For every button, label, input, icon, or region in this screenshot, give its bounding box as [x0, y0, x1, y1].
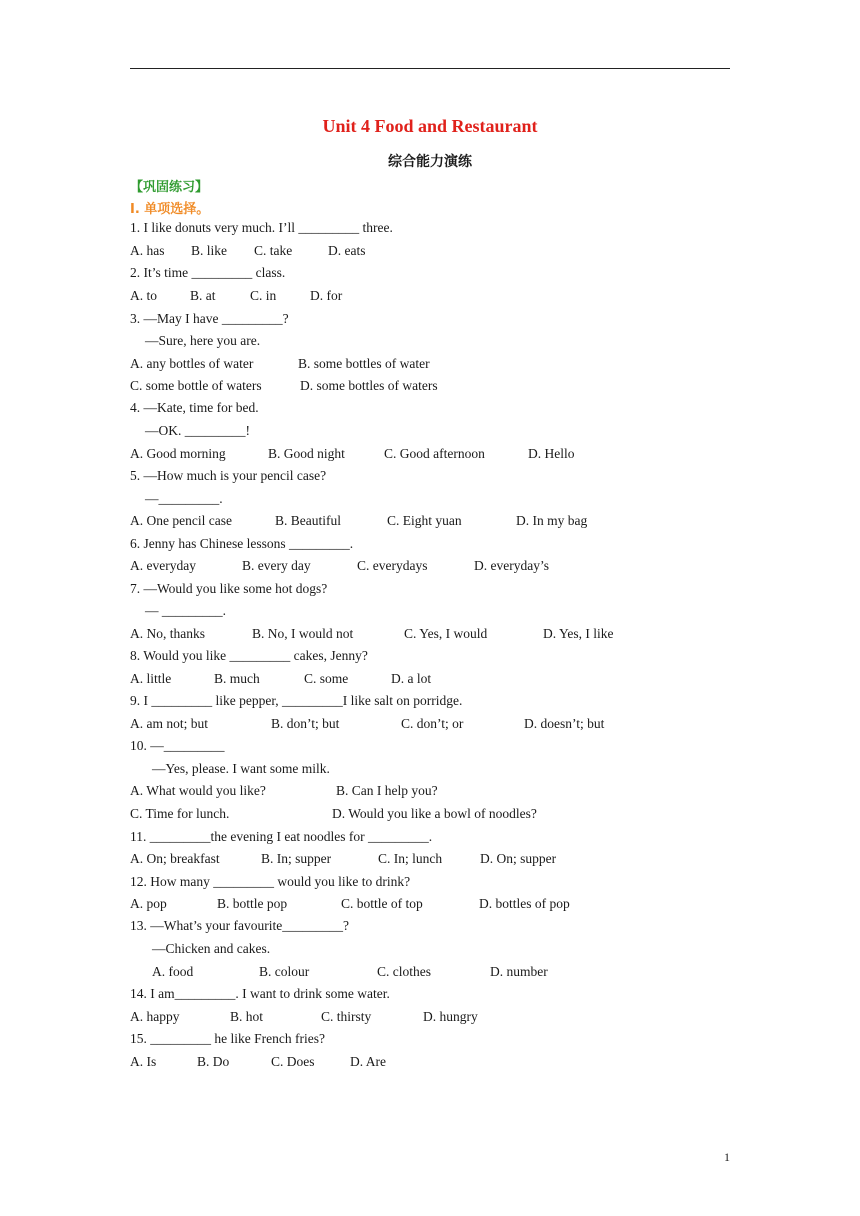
option-a: A. Is [130, 1054, 157, 1069]
page-number: 1 [724, 1150, 730, 1164]
option-d: D. Would you like a bowl of noodles? [332, 806, 537, 821]
option-b: B. every day [242, 558, 311, 573]
option-b: B. like [191, 243, 227, 258]
option-c: C. Does [271, 1054, 315, 1069]
option-d: D. On; supper [480, 851, 557, 866]
option-d: D. for [310, 288, 343, 303]
option-d: D. number [490, 964, 548, 979]
option-b: B. Good night [268, 446, 345, 461]
option-c: C. Time for lunch. [130, 806, 230, 821]
option-d: D. eats [328, 243, 366, 258]
option-a: A. No, thanks [130, 626, 205, 641]
header-rule [130, 68, 730, 69]
question-5-reply: —_________. [145, 491, 223, 506]
option-c: C. thirsty [321, 1009, 372, 1024]
option-b: B. In; supper [261, 851, 332, 866]
option-a: A. pop [130, 896, 167, 911]
question-1: 1. I like donuts very much. I’ll _________ three. [130, 220, 393, 235]
option-c: C. Yes, I would [404, 626, 488, 641]
option-d: D. Yes, I like [543, 626, 614, 641]
option-d: D. bottles of pop [479, 896, 570, 911]
option-a: A. On; breakfast [130, 851, 220, 866]
option-c: C. don’t; or [401, 716, 464, 731]
option-a: A. food [152, 964, 194, 979]
option-a: A. One pencil case [130, 513, 232, 528]
option-c: C. Eight yuan [387, 513, 462, 528]
option-c: C. Good afternoon [384, 446, 485, 461]
question-8: 8. Would you like _________ cakes, Jenny? [130, 648, 368, 663]
option-d: D. Hello [528, 446, 575, 461]
question-4: 4. —Kate, time for bed. [130, 400, 259, 415]
option-d: D. everyday’s [474, 558, 549, 573]
option-d: D. doesn’t; but [524, 716, 605, 731]
question-5: 5. —How much is your pencil case? [130, 468, 327, 483]
option-a: A. everyday [130, 558, 196, 573]
option-d: D. Are [350, 1054, 386, 1069]
option-c: C. everydays [357, 558, 428, 573]
option-a: A. Good morning [130, 446, 226, 461]
question-10-reply: —Yes, please. I want some milk. [152, 761, 330, 776]
option-b: B. colour [259, 964, 310, 979]
question-7-reply: — _________. [145, 603, 226, 618]
part-heading: I. 单项选择。 [130, 202, 210, 217]
option-d: D. some bottles of waters [300, 378, 438, 393]
question-12: 12. How many _________ would you like to drink? [130, 874, 411, 889]
question-3: 3. —May I have _________? [130, 311, 289, 326]
question-15: 15. _________ he like French fries? [130, 1031, 325, 1046]
question-13-reply: —Chicken and cakes. [152, 941, 271, 956]
question-4-reply: —OK. _________! [145, 423, 250, 438]
question-7: 7. —Would you like some hot dogs? [130, 581, 328, 596]
option-a: A. What would you like? [130, 783, 266, 798]
question-3-reply: —Sure, here you are. [145, 333, 261, 348]
option-c: C. bottle of top [341, 896, 423, 911]
option-b: B. Can I help you? [336, 783, 438, 798]
option-a: A. am not; but [130, 716, 208, 731]
page-title: Unit 4 Food and Restaurant [322, 116, 538, 136]
option-a: A. happy [130, 1009, 180, 1024]
option-c: C. In; lunch [378, 851, 443, 866]
page-subtitle: 综合能力演练 [388, 154, 472, 170]
option-c: C. some bottle of waters [130, 378, 262, 393]
option-b: B. bottle pop [217, 896, 288, 911]
option-d: D. In my bag [516, 513, 588, 528]
option-b: B. some bottles of water [298, 356, 430, 371]
option-b: B. at [190, 288, 216, 303]
option-d: D. hungry [423, 1009, 478, 1024]
option-a: A. has [130, 243, 165, 258]
option-b: B. Do [197, 1054, 230, 1069]
option-b: B. hot [230, 1009, 264, 1024]
option-a: A. to [130, 288, 157, 303]
option-c: C. some [304, 671, 349, 686]
question-9: 9. I _________ like pepper, _________I like salt on porridge. [130, 693, 463, 708]
option-c: C. take [254, 243, 293, 258]
option-d: D. a lot [391, 671, 432, 686]
question-10: 10. —_________ [130, 738, 225, 753]
option-b: B. don’t; but [271, 716, 340, 731]
option-c: C. clothes [377, 964, 431, 979]
option-b: B. No, I would not [252, 626, 354, 641]
option-a: A. any bottles of water [130, 356, 254, 371]
question-6: 6. Jenny has Chinese lessons _________. [130, 536, 354, 551]
question-13: 13. —What’s your favourite_________? [130, 918, 349, 933]
option-c: C. in [250, 288, 277, 303]
question-11: 11. _________the evening I eat noodles for _________. [130, 829, 433, 844]
question-2: 2. It’s time _________ class. [130, 265, 286, 280]
option-a: A. little [130, 671, 172, 686]
question-14: 14. I am_________. I want to drink some water. [130, 986, 390, 1001]
option-b: B. much [214, 671, 260, 686]
section-heading: 【巩固练习】 [130, 180, 209, 195]
option-b: B. Beautiful [275, 513, 341, 528]
